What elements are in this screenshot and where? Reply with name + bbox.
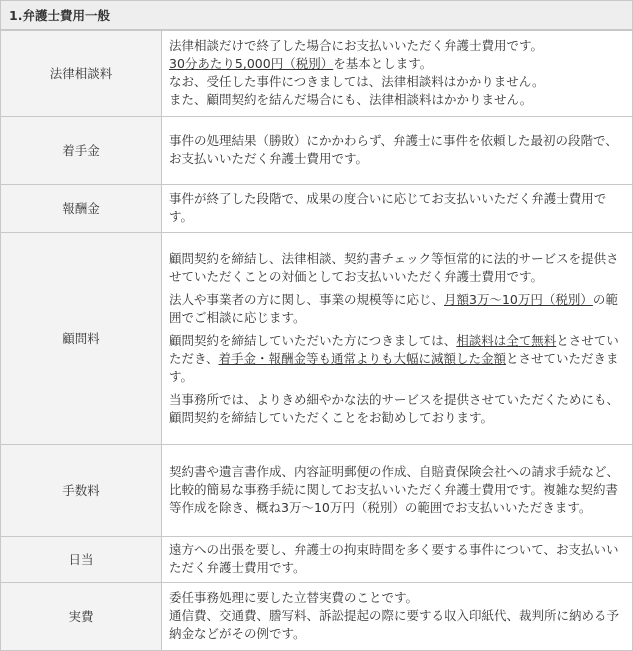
fee-row-label: 着手金 [1, 117, 162, 185]
fee-row-description [162, 583, 633, 651]
fee-row-description [162, 233, 633, 445]
emphasized-text: 着手金・報酬金等も通常よりも大幅に減額した金額 [218, 350, 507, 366]
description-text: 通信費、交通費、謄写料、訴訟提起の際に要する収入印紙代、裁判所に納める予納金などがその例です。 [169, 608, 620, 641]
fee-row-description [162, 31, 633, 117]
description-paragraph [169, 55, 626, 73]
description-text: 遠方への出張を要し、弁護士の拘束時間を多く要する事件について、お支払いいただく弁護士費用です。 [169, 542, 619, 575]
fee-row-label: 日当 [1, 537, 162, 583]
description-paragraph [169, 73, 626, 91]
emphasized-text: 月額3万～10万円（税別） [444, 291, 593, 307]
description-text: 事件が終了した段階で、成果の度合いに応じてお支払いいただく弁護士費用です。 [169, 191, 607, 224]
description-paragraph [169, 391, 626, 427]
fee-row [1, 31, 633, 117]
description-text: を基本とします。 [333, 56, 433, 71]
description-text: 法人や事業者の方に関し、事業の規模等に応じ、 [169, 291, 445, 307]
description-text: 事件の処理結果（勝敗）にかかわらず、弁護士に事件を依頼した最初の段階で、お支払いいただく弁護士費用です。 [169, 133, 618, 166]
emphasized-text: 相談料は全て無料 [456, 332, 557, 348]
fee-row [1, 233, 633, 445]
description-paragraph [169, 291, 626, 327]
description-text: の範囲でご相談に応じます。 [169, 291, 618, 325]
fee-row [1, 537, 633, 583]
fee-table-body [1, 31, 633, 651]
fee-row [1, 185, 633, 233]
fee-row-description [162, 445, 633, 537]
fee-row-description [162, 537, 633, 583]
description-paragraph [169, 91, 626, 109]
description-text: 顧問契約を締結し、法律相談、契約書チェック等恒常的に法的サービスを提供させていただくことの対価としてお支払いいただく弁護士費用です。 [169, 250, 619, 284]
fee-row [1, 583, 633, 651]
description-text: なお、受任した事件につきましては、法律相談料はかかりません。 [169, 74, 545, 89]
description-paragraph [169, 190, 626, 226]
fee-row [1, 445, 633, 537]
description-paragraph [169, 250, 626, 286]
description-paragraph [169, 607, 626, 643]
description-paragraph [169, 37, 626, 55]
description-paragraph [169, 463, 626, 517]
description-paragraph [169, 541, 626, 577]
fee-table [0, 30, 633, 651]
fee-row-description [162, 185, 633, 233]
description-text: 当事務所では、よりきめ細やかな法的サービスを提供させていただくためにも、顧問契約を締結していただくことをお勧めしております。 [169, 391, 620, 425]
emphasized-text: 30分あたり5,000円（税別） [169, 56, 334, 71]
description-paragraph [169, 589, 626, 607]
fee-row-label: 報酬金 [1, 185, 162, 233]
description-text: 顧問契約を締結していただいた方につきましては、 [169, 332, 457, 348]
description-paragraph [169, 332, 626, 386]
fee-row-description [162, 117, 633, 185]
description-text: 契約書や遺言書作成、内容証明郵便の作成、自賠責保険会社への請求手続など、比較的簡易な事務手続に関してお支払いいただく弁護士費用です。複雑な契約書等作成を除き、概ね3万～10万円（税別）の範囲でお支払いいただきます。 [169, 464, 620, 515]
description-text: とさせていただき、 [169, 332, 619, 366]
section-title: 1.弁護士費用一般 [0, 0, 633, 30]
fee-row-label: 実費 [1, 583, 162, 651]
description-text: とさせていただきます。 [169, 350, 619, 384]
description-text: 委任事務処理に要した立替実費のことです。 [169, 590, 419, 605]
description-text: 法律相談だけで終了した場合にお支払いいただく弁護士費用です。 [169, 38, 544, 53]
description-text: また、顧問契約を結んだ場合にも、法律相談料はかかりません。 [169, 92, 533, 107]
fee-row-label: 手数料 [1, 445, 162, 537]
description-paragraph [169, 132, 626, 168]
fee-row-label: 顧問料 [1, 233, 162, 445]
fee-row-label: 法律相談料 [1, 31, 162, 117]
fee-row [1, 117, 633, 185]
